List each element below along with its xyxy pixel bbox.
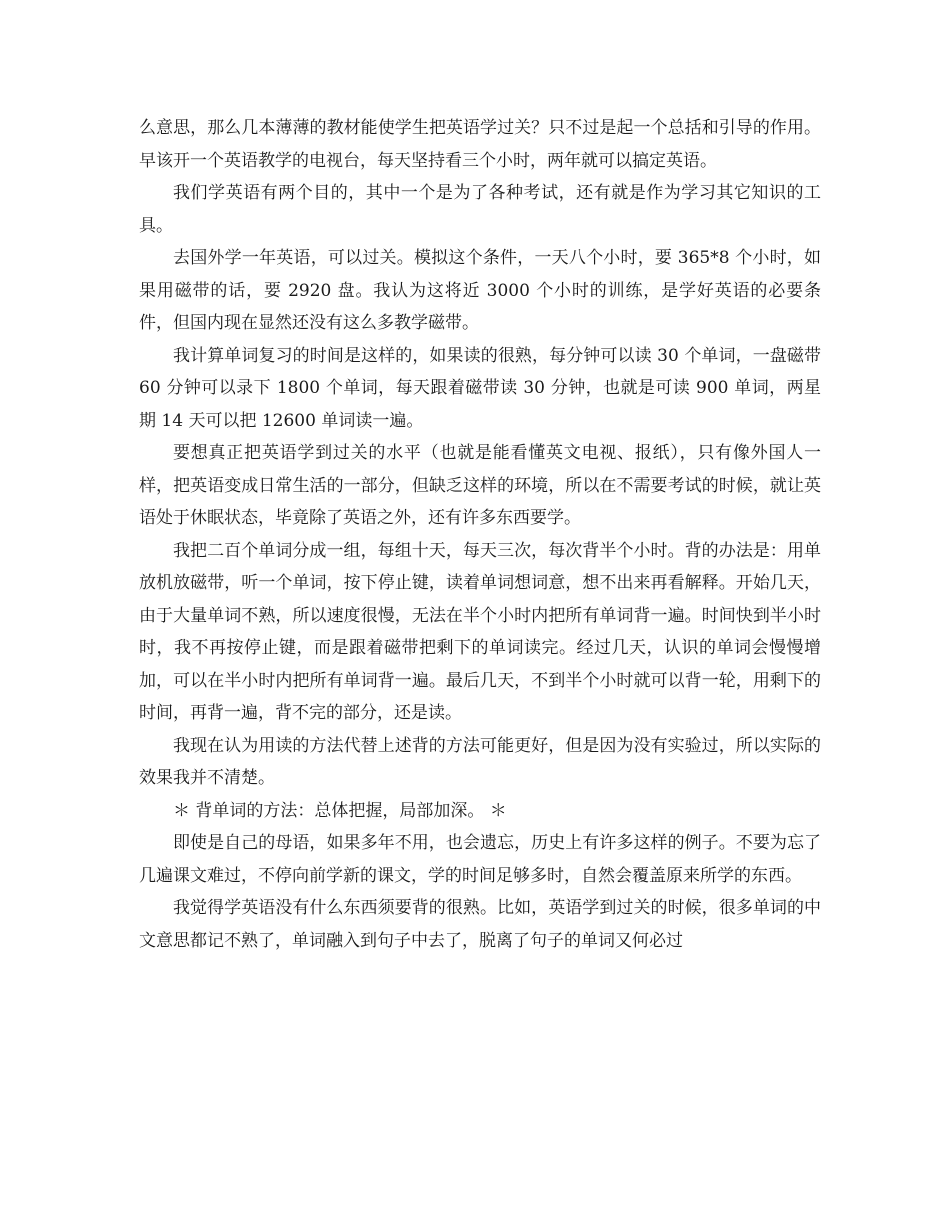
paragraph-7: 我现在认为用读的方法代替上述背的方法可能更好，但是因为没有实验过，所以实际的效果我并不清楚。 xyxy=(139,735,821,788)
document-body xyxy=(139,112,821,957)
paragraph-5: 要想真正把英语学到过关的水平（也就是能看懂英文电视、报纸），只有像外国人一样，把英语变成日常生活的一部分，但缺乏这样的环境，所以在不需要考试的时候，就让英语处于休眠状态，毕竟除了英语之外，还有许多东西要学。 xyxy=(139,443,821,528)
paragraph-8: 即使是自己的母语，如果多年不用，也会遗忘，历史上有许多这样的例子。不要为忘了几遍课文难过，不停向前学新的课文，学的时间足够多时，自然会覆盖原来所学的东西。 xyxy=(139,833,821,886)
paragraph-1: 么意思，那么几本薄薄的教材能使学生把英语学过关？只不过是起一个总括和引导的作用。早该开一个英语教学的电视台，每天坚持看三个小时，两年就可以搞定英语。 xyxy=(139,118,821,171)
paragraph-9: 我觉得学英语没有什么东西须要背的很熟。比如，英语学到过关的时候，很多单词的中文意思都记不熟了，单词融入到句子中去了，脱离了句子的单词又何必过 xyxy=(139,898,821,951)
paragraph-6: 我把二百个单词分成一组，每组十天，每天三次，每次背半个小时。背的办法是：用单放机放磁带，听一个单词，按下停止键，读着单词想词意，想不出来再看解释。开始几天，由于大量单词不熟，所以速度很慢，无法在半个小时内把所有单词背一遍。时间快到半小时时，我不再按停止键，而是跟着磁带把剩下的单词读完。经过几天，认识的单词会慢慢增加，可以在半小时内把所有单词背一遍。最后几天，不到半个小时就可以背一轮，用剩下的时间，再背一遍，背不完的部分，还是读。 xyxy=(139,540,821,723)
paragraph-2: 我们学英语有两个目的，其中一个是为了各种考试，还有就是作为学习其它知识的工具。 xyxy=(139,183,821,236)
paragraph-3: 去国外学一年英语，可以过关。模拟这个条件，一天八个小时，要 365*8 个小时，如果用磁带的话，要 2920 盘。我认为这将近 3000 个小时的训练，是学好英语的必要条件，但国内现在显然还没有这么多教学磁带。 xyxy=(139,248,821,333)
paragraph-4: 我计算单词复习的时间是这样的，如果读的很熟，每分钟可以读 30 个单词，一盘磁带 60 分钟可以录下 1800 个单词，每天跟着磁带读 30 分钟，也就是可读 900 单词，两星期 14 天可以把 12600 单词读一遍。 xyxy=(139,345,821,431)
section-heading: ＊ 背单词的方法：总体把握，局部加深。 ＊ xyxy=(173,800,507,821)
